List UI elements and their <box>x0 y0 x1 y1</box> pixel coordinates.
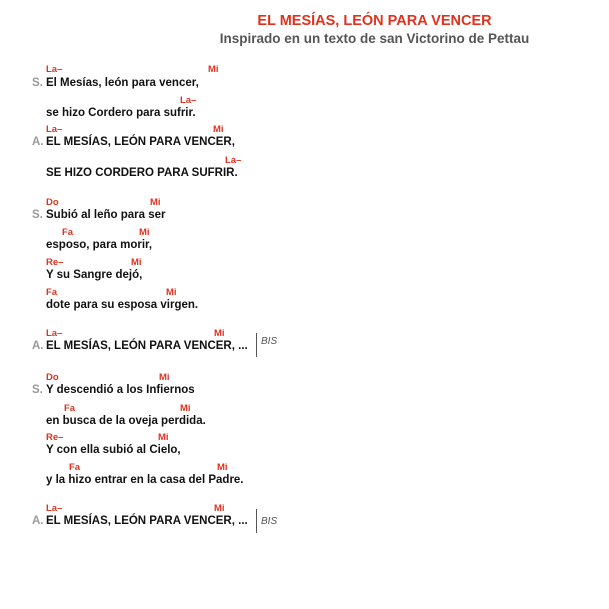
chord: Mi <box>150 197 161 208</box>
chord: Mi <box>131 257 142 268</box>
lyric-line: El Mesías, león para vencer, <box>46 77 199 89</box>
lyric-line: y la hizo entrar en la casa del Padre. <box>46 474 244 486</box>
lyric-line: Y con ella subió al Cielo, <box>46 444 181 456</box>
soloist-label: S. <box>32 209 43 221</box>
lyric-line: se hizo Cordero para sufrir. <box>46 107 196 119</box>
lyric-line: EL MESÍAS, LEÓN PARA VENCER, ... <box>46 515 248 527</box>
chord: La– <box>46 328 63 339</box>
soloist-label: S. <box>32 384 43 396</box>
bis-label: BIS <box>261 336 278 347</box>
chord: Mi <box>180 403 191 414</box>
chord: Mi <box>213 124 224 135</box>
repeat-bar <box>256 509 257 533</box>
lyric-line: EL MESÍAS, LEÓN PARA VENCER, <box>46 136 235 148</box>
song-title: EL MESÍAS, LEÓN PARA VENCER <box>257 13 492 29</box>
chord: Do <box>46 197 59 208</box>
chord: Mi <box>166 287 177 298</box>
lyric-line: Y su Sangre dejó, <box>46 269 143 281</box>
chord: Fa <box>64 403 76 414</box>
chord: Re– <box>46 432 64 443</box>
chord: La– <box>46 503 63 514</box>
chord: Mi <box>214 503 225 514</box>
chord: La– <box>46 64 63 75</box>
repeat-bar <box>256 333 257 357</box>
lyric-line: Y descendió a los Infiernos <box>46 384 195 396</box>
lyric-line: EL MESÍAS, LEÓN PARA VENCER, ... <box>46 340 248 352</box>
chord: Mi <box>217 462 228 473</box>
chord: Re– <box>46 257 64 268</box>
all-label: A. <box>32 515 44 527</box>
bis-label: BIS <box>261 516 278 527</box>
lyric-line: SE HIZO CORDERO PARA SUFRIR. <box>46 167 238 179</box>
all-label: A. <box>32 136 44 148</box>
chord: La– <box>46 124 63 135</box>
lyric-line: Subió al leño para ser <box>46 209 166 221</box>
chord: Mi <box>139 227 150 238</box>
soloist-label: S. <box>32 77 43 89</box>
chord: Mi <box>214 328 225 339</box>
lyric-line: dote para su esposa virgen. <box>46 299 199 311</box>
chord: Fa <box>62 227 74 238</box>
song-subtitle: Inspirado en un texto de san Victorino de Pettau <box>219 31 530 46</box>
lyric-line: en busca de la oveja perdida. <box>46 415 206 427</box>
chord: Mi <box>159 372 170 383</box>
chord: Mi <box>208 64 219 75</box>
chord: Fa <box>69 462 81 473</box>
chord: Do <box>46 372 59 383</box>
chord: Fa <box>46 287 58 298</box>
all-label: A. <box>32 340 44 352</box>
chord: La– <box>180 95 197 106</box>
chord: Mi <box>158 432 169 443</box>
chord: La– <box>225 155 242 166</box>
lyric-line: esposo, para morir, <box>46 239 153 251</box>
